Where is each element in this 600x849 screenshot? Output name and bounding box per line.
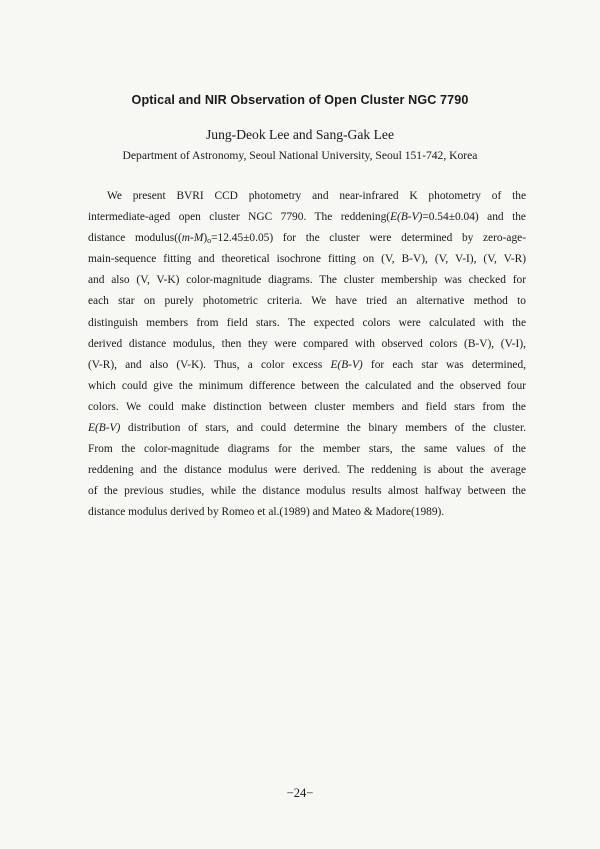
abstract-line: intermediate-aged open cluster NGC 7790. The reddening(E(B-V)=0.54±0.04) and the — [88, 211, 526, 224]
paper-affiliation: Department of Astronomy, Seoul National University, Seoul 151-742, Korea — [122, 149, 478, 162]
color-excess-symbol: E(B-V) — [88, 422, 121, 435]
abstract-line: reddening and the distance modulus were derived. The reddening is about the average — [88, 464, 526, 477]
abstract-line: distinguish members from field stars. The expected colors were calculated with the — [88, 316, 526, 329]
abstract-line: each star on purely photometric criteria. We have tried an alternative method to — [88, 295, 526, 308]
abstract-line: (V-R), and also (V-K). Thus, a color excess E(B-V) for each star was determined, — [88, 358, 526, 371]
abstract-body — [88, 186, 526, 524]
color-excess-symbol: E(B-V) — [330, 358, 363, 371]
page-number: −24− — [286, 786, 314, 800]
abstract-line: We present BVRI CCD photometry and near-infrared K photometry of the — [107, 190, 526, 202]
abstract-line: distance modulus derived by Romeo et al.(1989) and Mateo & Madore(1989). — [88, 506, 445, 519]
paper-authors: Jung-Deok Lee and Sang-Gak Lee — [206, 127, 394, 142]
distance-modulus-symbol: m-M — [181, 232, 204, 245]
reddening-symbol: E(B-V) — [390, 211, 423, 224]
abstract-line: colors. We could make distinction between cluster members and field stars from the — [88, 400, 526, 413]
abstract-line: From the color-magnitude diagrams for the member stars, the same values of the — [88, 443, 526, 456]
paper-title: Optical and NIR Observation of Open Cluster NGC 7790 — [131, 93, 469, 107]
abstract-line: main-sequence fitting and theoretical isochrone fitting on (V, B-V), (V, V-I), (V, V-R) — [88, 253, 526, 266]
abstract-line: which could give the minimum difference between the calculated and the observed four — [88, 379, 526, 392]
abstract-line: distance $modulus((m-M)_o=12.45\pm 0.05)$ for the cluster were determined by zero-age- — [88, 232, 526, 246]
abstract-line: of the previous studies, while the distance modulus results almost halfway between the — [88, 485, 526, 498]
abstract-line: and also (V, V-K) color-magnitude diagrams. The cluster membership was checked for — [88, 274, 526, 287]
abstract-line: derived distance modulus, then they were compared with observed colors (B-V), (V-I), — [88, 337, 526, 350]
abstract-line: E(B-V) distribution of stars, and could determine the binary members of the cluster. — [88, 422, 526, 435]
